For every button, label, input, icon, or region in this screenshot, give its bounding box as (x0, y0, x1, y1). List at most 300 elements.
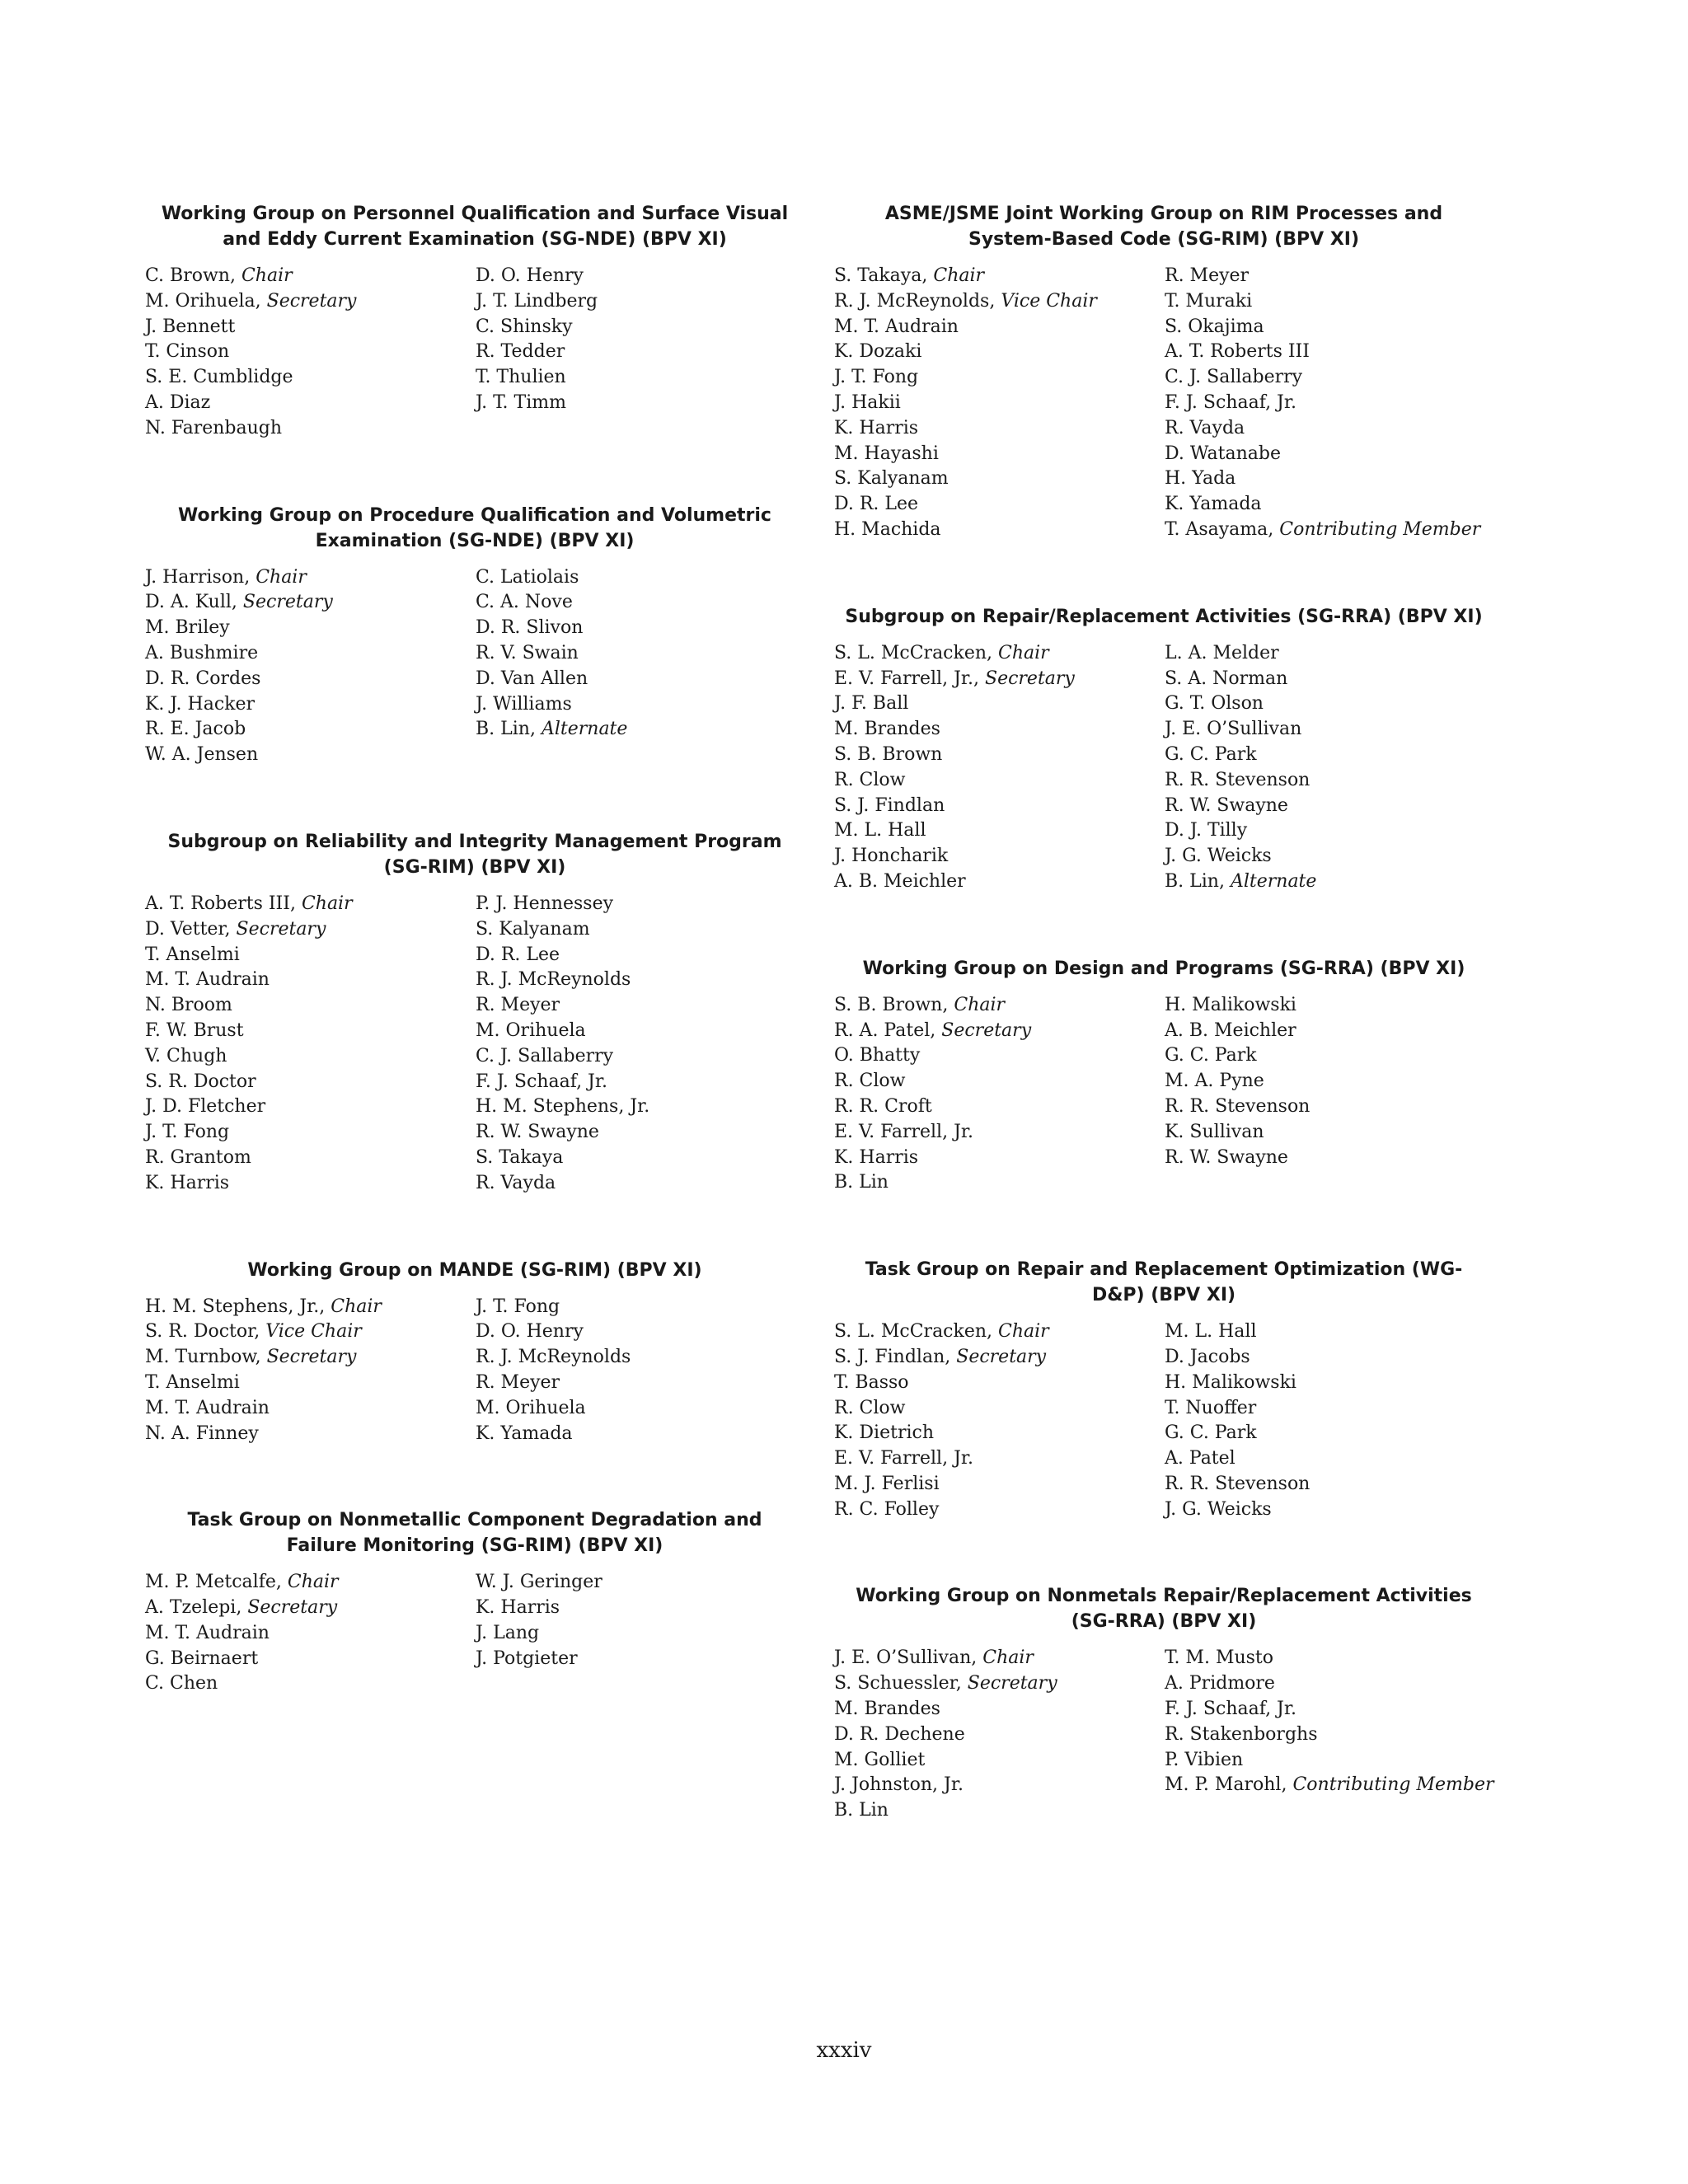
member-entry: S. B. Brown, Chair (834, 994, 1006, 1015)
member-name: O. Bhatty (834, 1045, 921, 1066)
member-name: D. R. Slivon (476, 617, 584, 639)
member-entry: B. Lin, Alternate (476, 719, 628, 740)
member-name: F. J. Schaaf, Jr. (1165, 391, 1296, 413)
member-entry (834, 1722, 1165, 1748)
member-name: S. B. Brown (834, 994, 943, 1015)
member-entry (476, 993, 804, 1019)
member-entry (834, 1146, 1165, 1171)
member-name: R. V. Swain (476, 642, 579, 663)
committee-section (834, 1257, 1493, 1522)
member-entry (834, 818, 1165, 844)
member-list (834, 993, 1493, 1196)
member-name: R. Clow (834, 1071, 906, 1092)
member-name: D. O. Henry (476, 265, 584, 286)
member-entry (1165, 1019, 1493, 1044)
member-name: G. Beirnaert (145, 1647, 259, 1669)
member-role: Chair (998, 642, 1049, 663)
member-name: B. Lin (834, 1800, 889, 1821)
member-entry (145, 968, 476, 993)
member-name: C. J. Sallaberry (476, 1045, 614, 1066)
member-role: Chair (998, 1321, 1049, 1343)
member-name: K. Dietrich (834, 1422, 934, 1444)
member-entry (1165, 315, 1493, 340)
member-role: Secretary (941, 1019, 1032, 1041)
member-name: D. Watanabe (1165, 443, 1282, 464)
member-entry (1165, 1396, 1493, 1422)
member-entry (1165, 818, 1493, 844)
committee-title: Task Group on Repair and Replacement Optimization (WG-D&P) (BPV XI) (865, 1259, 1463, 1306)
member-name: S. J. Findlan (834, 1346, 945, 1367)
member-name: B. Lin (476, 719, 530, 740)
member-name: H. M. Stephens, Jr. (145, 1296, 320, 1317)
member-entry (834, 466, 1165, 492)
member-entry (145, 743, 476, 768)
committee-section (834, 201, 1493, 543)
member-name: R. R. Stevenson (1165, 1473, 1311, 1494)
member-name: M. A. Pyne (1165, 1071, 1264, 1092)
member-entry (145, 1422, 476, 1447)
member-name: E. V. Farrell, Jr. (834, 668, 973, 689)
member-name: M. J. Ferlisi (834, 1473, 940, 1494)
member-entry: R. A. Patel, Secretary (834, 1019, 1032, 1041)
member-entry (476, 1094, 804, 1120)
member-name: H. Yada (1165, 468, 1236, 490)
member-name: G. C. Park (1165, 1045, 1257, 1066)
member-name: S. R. Doctor (145, 1071, 256, 1092)
member-entry (476, 943, 804, 968)
committee-title: ASME/JSME Joint Working Group on RIM Processes and System-Based Code (SG-RIM) (BPV XI) (884, 204, 1443, 250)
member-entry (145, 1070, 476, 1095)
member-entry (834, 391, 1165, 416)
member-entry (476, 917, 804, 943)
member-name: R. J. McReynolds (476, 969, 631, 991)
member-entry: D. Vetter, Secretary (145, 918, 326, 940)
member-name: D. A. Kull (145, 592, 232, 613)
member-entry (145, 365, 476, 391)
member-entry (834, 315, 1165, 340)
member-entry (476, 1570, 804, 1596)
committee-section (145, 1258, 804, 1447)
empty-cell (476, 743, 804, 768)
member-entry (834, 1170, 1165, 1196)
member-name: K. Harris (834, 417, 919, 438)
member-name: R. W. Swayne (1165, 794, 1288, 816)
member-list (834, 1646, 1493, 1824)
empty-cell (476, 1671, 804, 1697)
member-name: N. Farenbaugh (145, 417, 283, 438)
member-name: P. Vibien (1165, 1749, 1244, 1770)
member-entry (145, 1120, 476, 1146)
member-name: M. Orihuela (145, 290, 256, 312)
member-role: Chair (933, 265, 985, 286)
member-name: M. T. Audrain (145, 1397, 270, 1418)
member-entry (1165, 1120, 1493, 1146)
member-name: R. J. McReynolds (476, 1347, 631, 1368)
member-name: M. Brandes (834, 719, 940, 740)
member-name: H. Machida (834, 518, 941, 540)
member-name: C. Brown (145, 265, 230, 286)
member-entry (834, 442, 1165, 467)
member-name: A. Bushmire (145, 642, 259, 663)
member-name: R. C. Folley (834, 1498, 940, 1520)
member-entry (1165, 1069, 1493, 1094)
member-entry (476, 391, 804, 416)
page-number: xxxiv (816, 2038, 872, 2063)
member-entry (1165, 641, 1493, 667)
member-name: V. Chugh (145, 1045, 227, 1066)
member-name: F. J. Schaaf, Jr. (476, 1071, 607, 1092)
member-name: H. M. Stephens, Jr. (476, 1096, 650, 1118)
member-name: R. Clow (834, 769, 906, 790)
member-name: D. Van Allen (476, 668, 588, 689)
member-entry (1165, 717, 1493, 743)
member-name: R. E. Jacob (145, 719, 246, 740)
member-name: M. Golliet (834, 1749, 926, 1770)
member-entry: S. L. McCracken, Chair (834, 642, 1049, 663)
member-name: S. Okajima (1165, 316, 1264, 337)
member-role: Chair (256, 566, 307, 588)
member-role: Secretary (967, 1673, 1057, 1694)
member-entry (145, 340, 476, 365)
member-name: M. Hayashi (834, 443, 939, 464)
member-name: E. V. Farrell, Jr. (834, 1121, 973, 1142)
member-name: F. J. Schaaf, Jr. (1165, 1699, 1296, 1720)
member-name: J. Williams (476, 693, 572, 715)
member-name: S. E. Cumblidge (145, 367, 293, 388)
member-list (145, 1570, 804, 1697)
member-name: T. Muraki (1165, 290, 1253, 312)
member-entry (1165, 1722, 1493, 1748)
member-name: K. Yamada (1165, 494, 1262, 515)
member-name: R. Meyer (1165, 265, 1250, 286)
member-role: Secretary (242, 592, 333, 613)
member-name: K. Harris (834, 1146, 919, 1168)
member-name: T. M. Musto (1165, 1647, 1274, 1669)
member-entry (1165, 768, 1493, 794)
member-name: D. Jacobs (1165, 1346, 1250, 1367)
member-entry (834, 1094, 1165, 1120)
member-entry (1165, 1319, 1493, 1345)
member-entry (834, 717, 1165, 743)
member-name: R. Meyer (476, 995, 560, 1016)
member-entry (476, 1019, 804, 1044)
member-name: M. Briley (145, 617, 230, 639)
member-entry (1165, 1146, 1493, 1171)
member-name: T. Thulien (476, 367, 566, 388)
committee-section (145, 829, 804, 1197)
member-entry: S. R. Doctor, Vice Chair (145, 1321, 362, 1343)
member-role: Chair (287, 1572, 339, 1593)
member-entry: J. E. O’Sullivan, Chair (834, 1647, 1034, 1669)
member-entry (476, 1319, 804, 1345)
member-name: S. Takaya (476, 1146, 564, 1168)
member-name: N. Broom (145, 995, 232, 1016)
empty-cell (1165, 1798, 1493, 1824)
member-entry (1165, 844, 1493, 869)
member-name: J. Hakii (834, 391, 901, 413)
member-entry (145, 1671, 476, 1697)
member-entry (145, 1621, 476, 1647)
member-entry (476, 1596, 804, 1621)
member-entry (476, 590, 804, 616)
member-entry (834, 869, 1165, 895)
committee-section (834, 1583, 1493, 1824)
member-name: N. A. Finney (145, 1422, 259, 1444)
member-name: S. J. Findlan (834, 794, 945, 816)
member-name: C. Latiolais (476, 566, 579, 588)
member-name: A. T. Roberts III (145, 893, 290, 914)
member-name: J. F. Ball (834, 693, 909, 715)
member-entry: M. Turnbow, Secretary (145, 1347, 357, 1368)
member-entry (145, 641, 476, 667)
member-name: A. Tzelepi (145, 1597, 237, 1619)
member-name: A. Diaz (145, 391, 211, 413)
committee-section (145, 503, 804, 768)
member-entry: A. T. Roberts III, Chair (145, 893, 353, 914)
member-name: J. T. Fong (834, 367, 919, 388)
member-name: D. J. Tilly (1165, 820, 1248, 841)
member-entry (1165, 1472, 1493, 1497)
member-entry (476, 565, 804, 591)
member-entry: M. Orihuela, Secretary (145, 290, 357, 312)
member-name: M. P. Metcalfe (145, 1572, 276, 1593)
member-name: J. G. Weicks (1165, 846, 1272, 867)
member-name: S. L. McCracken (834, 642, 987, 663)
member-name: S. L. McCracken (834, 1321, 987, 1343)
member-entry (145, 692, 476, 718)
member-name: H. Malikowski (1165, 1371, 1296, 1393)
member-name: S. Schuessler (834, 1673, 956, 1694)
member-name: M. Orihuela (476, 1019, 586, 1041)
member-name: S. A. Norman (1165, 668, 1288, 689)
member-name: A. B. Meichler (834, 870, 966, 892)
member-name: S. Kalyanam (834, 468, 949, 490)
member-entry (476, 667, 804, 692)
member-entry (476, 892, 804, 917)
member-name: P. J. Hennessey (476, 893, 614, 914)
member-entry (834, 1421, 1165, 1446)
member-role: Secretary (985, 668, 1075, 689)
member-entry (834, 844, 1165, 869)
member-name: R. Meyer (476, 1371, 560, 1393)
member-name: R. R. Stevenson (1165, 1095, 1311, 1117)
member-entry (476, 365, 804, 391)
member-entry (834, 1472, 1165, 1497)
member-entry (834, 1043, 1165, 1069)
member-entry (834, 768, 1165, 794)
member-entry (1165, 743, 1493, 768)
member-name: R. R. Croft (834, 1095, 932, 1117)
member-entry (834, 340, 1165, 365)
member-role: Secretary (266, 290, 357, 312)
member-name: M. T. Audrain (834, 316, 959, 337)
member-entry (1165, 1697, 1493, 1722)
member-name: R. W. Swayne (1165, 1146, 1288, 1168)
member-name: J. E. O’Sullivan (834, 1647, 972, 1669)
member-role: Alternate (1230, 870, 1317, 892)
member-name: L. A. Melder (1165, 642, 1279, 663)
member-list (834, 641, 1493, 895)
member-entry: D. A. Kull, Secretary (145, 592, 333, 613)
member-name: S. Kalyanam (476, 918, 590, 940)
member-name: M. L. Hall (834, 820, 926, 841)
member-entry (834, 518, 1165, 543)
member-name: A. Patel (1165, 1448, 1236, 1469)
member-entry: S. J. Findlan, Secretary (834, 1346, 1047, 1367)
member-name: D. Vetter (145, 918, 225, 940)
member-role: Chair (301, 893, 353, 914)
member-name: B. Lin (834, 1172, 889, 1193)
member-list (145, 565, 804, 768)
member-entry (476, 1044, 804, 1070)
member-name: S. Takaya (834, 265, 922, 286)
member-name: J. Potgieter (476, 1647, 578, 1669)
member-name: D. R. Cordes (145, 668, 261, 689)
member-entry (1165, 993, 1493, 1019)
member-entry (476, 968, 804, 993)
left-column (145, 201, 804, 1758)
member-name: G. T. Olson (1165, 693, 1264, 715)
member-entry (145, 1019, 476, 1044)
member-entry (1165, 264, 1493, 289)
member-entry (834, 1773, 1165, 1798)
member-name: J. D. Fletcher (145, 1096, 266, 1118)
member-entry (476, 1422, 804, 1447)
member-role: Secretary (236, 918, 326, 940)
member-entry (834, 794, 1165, 819)
member-entry (476, 1621, 804, 1647)
member-name: G. C. Park (1165, 1422, 1257, 1444)
member-name: B. Lin (1165, 870, 1219, 892)
member-entry (476, 692, 804, 718)
member-entry (1165, 365, 1493, 391)
member-name: J. Lang (476, 1622, 540, 1643)
member-name: H. Malikowski (1165, 994, 1296, 1015)
member-entry (1165, 416, 1493, 442)
member-entry (476, 641, 804, 667)
member-list (834, 1319, 1493, 1522)
member-entry: B. Lin, Alternate (1165, 870, 1317, 892)
member-entry (1165, 1094, 1493, 1120)
member-entry (1165, 466, 1493, 492)
member-name: T. Cinson (145, 341, 230, 363)
member-name: M. L. Hall (1165, 1321, 1257, 1343)
member-entry (834, 1497, 1165, 1523)
member-list (145, 1295, 804, 1447)
member-entry: E. V. Farrell, Jr., Secretary (834, 668, 1075, 689)
member-name: J. T. Lindberg (476, 290, 598, 312)
member-name: R. Grantom (145, 1146, 251, 1168)
member-entry (476, 264, 804, 289)
member-entry (476, 1345, 804, 1371)
member-entry (145, 315, 476, 340)
member-name: T. Basso (834, 1371, 909, 1393)
member-name: R. Clow (834, 1397, 906, 1418)
member-entry (1165, 1748, 1493, 1774)
member-entry (476, 289, 804, 315)
member-entry (1165, 391, 1493, 416)
member-entry (1165, 289, 1493, 315)
member-name: R. Vayda (476, 1172, 556, 1193)
member-list (145, 892, 804, 1197)
member-entry (476, 1070, 804, 1095)
committee-title: Working Group on Procedure Qualification and Volumetric Examination (SG-NDE) (BPV XI) (178, 504, 771, 551)
committee-title: Subgroup on Reliability and Integrity Management Program (SG-RIM) (BPV XI) (167, 831, 782, 878)
committee-title: Working Group on Nonmetals Repair/Replacement Activities (SG-RRA) (BPV XI) (856, 1586, 1472, 1633)
member-name: J. G. Weicks (1165, 1498, 1272, 1520)
member-name: J. T. Fong (145, 1122, 230, 1143)
member-entry: A. Tzelepi, Secretary (145, 1597, 338, 1619)
member-entry (476, 1396, 804, 1422)
member-entry (476, 616, 804, 641)
member-name: G. C. Park (1165, 743, 1257, 765)
member-entry (1165, 1043, 1493, 1069)
committee-section (834, 604, 1493, 895)
member-entry: T. Asayama, Contributing Member (1165, 518, 1481, 540)
member-list (834, 264, 1493, 543)
member-name: M. T. Audrain (145, 969, 270, 991)
member-entry (476, 1647, 804, 1672)
member-name: R. Vayda (1165, 417, 1245, 438)
member-entry (145, 1044, 476, 1070)
member-entry: J. Harrison, Chair (145, 566, 307, 588)
member-entry (145, 616, 476, 641)
member-role: Vice Chair (1001, 290, 1097, 312)
member-role: Alternate (541, 719, 628, 740)
member-role: Chair (241, 265, 293, 286)
member-entry (834, 1120, 1165, 1146)
member-entry (1165, 1371, 1493, 1396)
member-name: S. R. Doctor (145, 1321, 255, 1343)
member-name: T. Nuoffer (1165, 1397, 1257, 1418)
member-entry (1165, 1421, 1493, 1446)
member-name: C. J. Sallaberry (1165, 367, 1303, 388)
member-role: Chair (982, 1647, 1034, 1669)
member-entry (145, 391, 476, 416)
member-entry: S. L. McCracken, Chair (834, 1321, 1049, 1343)
member-name: K. Sullivan (1165, 1121, 1264, 1142)
member-role: Chair (331, 1296, 382, 1317)
committee-title: Working Group on Personnel Qualification and Surface Visual and Eddy Current Examination (SG-NDE) (BPV XI) (161, 204, 789, 250)
member-entry (1165, 667, 1493, 692)
member-name: J. Bennett (145, 316, 236, 337)
member-entry (1165, 1646, 1493, 1671)
member-entry (476, 1146, 804, 1171)
member-entry (145, 993, 476, 1019)
member-entry (1165, 1345, 1493, 1371)
member-entry: S. Takaya, Chair (834, 265, 985, 286)
member-name: T. Anselmi (145, 1371, 240, 1393)
member-entry (834, 1697, 1165, 1722)
member-entry (1165, 1671, 1493, 1697)
member-name: A. T. Roberts III (1165, 341, 1310, 363)
member-name: A. Pridmore (1165, 1673, 1275, 1694)
empty-cell (476, 416, 804, 442)
member-name: M. Turnbow (145, 1347, 256, 1368)
member-role: Secretary (266, 1347, 357, 1368)
member-name: C. Shinsky (476, 316, 573, 337)
member-entry (476, 1371, 804, 1396)
member-entry (1165, 1497, 1493, 1523)
member-entry (145, 667, 476, 692)
member-entry (476, 315, 804, 340)
member-name: M. Orihuela (476, 1397, 586, 1418)
member-role: Vice Chair (265, 1321, 362, 1343)
member-name: T. Anselmi (145, 944, 240, 965)
member-entry (834, 416, 1165, 442)
member-name: J. Harrison (145, 566, 245, 588)
member-entry (145, 717, 476, 743)
